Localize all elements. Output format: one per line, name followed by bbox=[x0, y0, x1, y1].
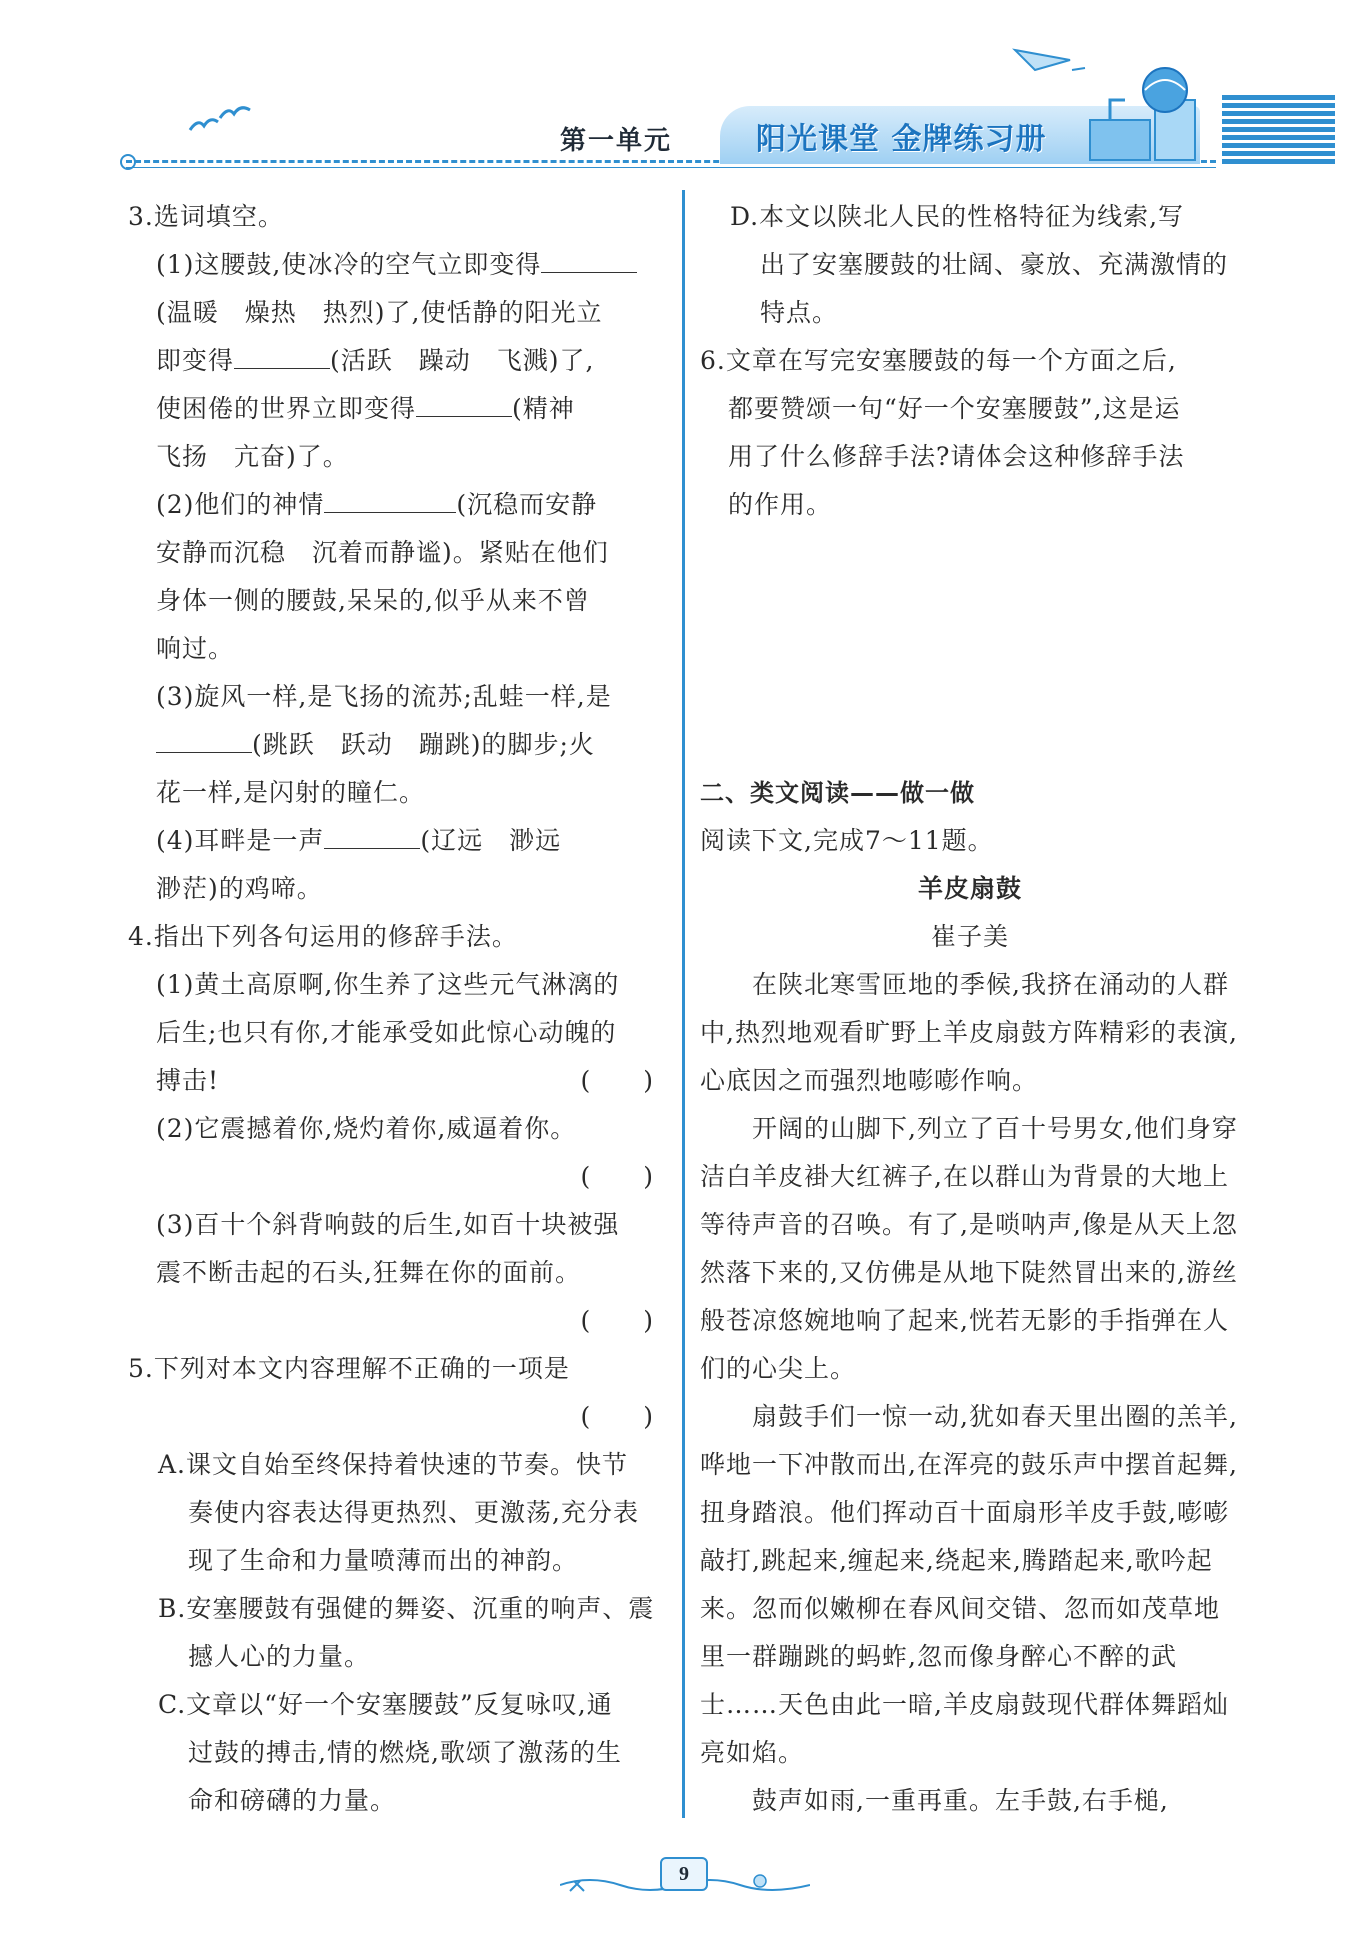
option-d-cont: 特点。 bbox=[760, 298, 839, 327]
option-c-cont: 命和磅礴的力量。 bbox=[188, 1786, 397, 1815]
question-3-1-line: 即变得 (活跃 躁动 飞溅)了, bbox=[128, 337, 668, 385]
question-4-3-line: 震不断击起的石头,狂舞在你的面前。 bbox=[156, 1258, 581, 1287]
question-3-2-line: 身体一侧的腰鼓,呆呆的,似乎从来不曾 bbox=[156, 586, 590, 615]
right-column bbox=[700, 193, 1240, 1825]
question-3-1-line: (温暖 燥热 热烈)了,使恬静的阳光立 bbox=[156, 298, 603, 327]
question-3-4-line: 渺茫)的鸡啼。 bbox=[156, 874, 323, 903]
question-3-title: 3.选词填空。 bbox=[128, 202, 284, 231]
unit-label: 第一单元 bbox=[560, 126, 673, 156]
left-column bbox=[128, 193, 668, 1825]
option-a-cont: 奏使内容表达得更热烈、更激荡,充分表 bbox=[188, 1498, 639, 1527]
question-4-1-line: (1)黄土高原啊,你生养了这些元气淋漓的 bbox=[156, 970, 620, 999]
question-6-title: 6.文章在写完安塞腰鼓的每一个方面之后, bbox=[700, 346, 1177, 375]
answer-blank[interactable] bbox=[156, 722, 252, 753]
option-a[interactable]: A.课文自始至终保持着快速的节奏。快节 bbox=[158, 1450, 629, 1479]
question-4-1-line: 后生;也只有你,才能承受如此惊心动魄的 bbox=[156, 1018, 617, 1047]
answer-parentheses[interactable]: ( ) bbox=[580, 1402, 654, 1431]
question-3-3-line: 花一样,是闪射的瞳仁。 bbox=[156, 778, 425, 807]
article-title: 羊皮扇鼓 bbox=[917, 874, 1022, 903]
question-4-title: 4.指出下列各句运用的修辞手法。 bbox=[128, 922, 518, 951]
series-title: 阳光课堂 金牌练习册 bbox=[756, 122, 1047, 157]
page-number: 9 bbox=[660, 1857, 708, 1891]
question-6-line: 用了什么修辞手法?请体会这种修辞手法 bbox=[728, 442, 1185, 471]
header-stripes bbox=[1222, 95, 1335, 167]
option-d[interactable]: D.本文以陕北人民的性格特征为线索,写 bbox=[730, 202, 1185, 231]
question-4-1-line: 搏击! ( ) bbox=[128, 1057, 668, 1105]
answer-parentheses[interactable]: ( ) bbox=[580, 1066, 654, 1095]
article-paragraph: 开阔的山脚下,列立了百十号男女,他们身穿洁白羊皮褂大红裤子,在以群山为背景的大地上等待声音的召唤。有了,是唢呐声,像是从天上忽然落下来的,又仿佛是从地下陡然冒出来的,游丝般苍凉悠婉地响了起来,恍若无影的手指弹在人们的心尖上。 bbox=[700, 1114, 1238, 1383]
option-a-cont: 现了生命和力量喷薄而出的神韵。 bbox=[188, 1546, 579, 1575]
answer-space[interactable] bbox=[700, 529, 1240, 769]
globe-and-books-icon bbox=[1070, 60, 1220, 170]
page-header bbox=[120, 40, 1335, 180]
answer-blank[interactable] bbox=[324, 482, 456, 513]
question-6-line: 的作用。 bbox=[728, 490, 833, 519]
question-4-2-line: (2)它震撼着你,烧灼着你,威逼着你。 bbox=[156, 1114, 577, 1143]
question-3-4-line: (4)耳畔是一声 (辽远 渺远 bbox=[128, 817, 668, 865]
article-author: 崔子美 bbox=[930, 922, 1009, 951]
article-paragraph: 扇鼓手们一惊一动,犹如春天里出圈的羔羊,哗地一下冲散而出,在浑亮的鼓乐声中摆首起舞,扭身踏浪。他们挥动百十面扇形羊皮手鼓,嘭嘭敲打,跳起来,缠起来,绕起来,腾踏起来,歌吟起来。忽而似嫩柳在春风间交错、忽而如茂草地里一群蹦跳的蚂蚱,忽而像身醉心不醉的武士……天色由此一暗,羊皮扇鼓现代群体舞蹈灿亮如焰。 bbox=[700, 1402, 1238, 1767]
question-3-1-line: (1)这腰鼓,使冰冷的空气立即变得 bbox=[128, 241, 668, 289]
option-b-cont: 撼人心的力量。 bbox=[188, 1642, 371, 1671]
option-c[interactable]: C.文章以“好一个安塞腰鼓”反复咏叹,通 bbox=[158, 1690, 613, 1719]
article-paragraph: 在陕北寒雪匝地的季候,我挤在涌动的人群中,热烈地观看旷野上羊皮扇鼓方阵精彩的表演,心底因之而强烈地嘭嘭作响。 bbox=[700, 970, 1238, 1095]
header-solid-rule bbox=[126, 167, 1216, 168]
page-footer bbox=[560, 1845, 810, 1895]
question-3-1-line: 飞扬 亢奋)了。 bbox=[156, 442, 349, 471]
question-3-1-line: 使困倦的世界立即变得 (精神 bbox=[128, 385, 668, 433]
answer-blank[interactable] bbox=[416, 386, 512, 417]
question-4-3-line: (3)百十个斜背响鼓的后生,如百十块被强 bbox=[156, 1210, 620, 1239]
option-d-cont: 出了安塞腰鼓的壮阔、豪放、充满激情的 bbox=[760, 250, 1229, 279]
question-5-title: 5.下列对本文内容理解不正确的一项是 bbox=[128, 1354, 570, 1383]
answer-blank[interactable] bbox=[234, 338, 330, 369]
answer-parentheses[interactable]: ( ) bbox=[580, 1306, 654, 1335]
section-heading: 二、类文阅读——做一做 bbox=[700, 779, 975, 807]
question-3-3-line: (跳跃 跃动 蹦跳)的脚步;火 bbox=[128, 721, 668, 769]
article-paragraph: 鼓声如雨,一重再重。左手鼓,右手槌, bbox=[752, 1786, 1169, 1815]
column-divider bbox=[682, 190, 685, 1818]
reading-instruction: 阅读下文,完成7～11题。 bbox=[700, 826, 994, 855]
question-3-2-line: 安静而沉稳 沉着而静谧)。紧贴在他们 bbox=[156, 538, 609, 567]
answer-blank[interactable] bbox=[541, 242, 637, 273]
question-6-line: 都要赞颂一句“好一个安塞腰鼓”,这是运 bbox=[728, 394, 1181, 423]
question-3-2-line: (2)他们的神情 (沉稳而安静 bbox=[128, 481, 668, 529]
question-3-3-line: (3)旋风一样,是飞扬的流苏;乱蛙一样,是 bbox=[156, 682, 612, 711]
answer-parentheses[interactable]: ( ) bbox=[580, 1162, 654, 1191]
answer-blank[interactable] bbox=[324, 818, 420, 849]
option-b[interactable]: B.安塞腰鼓有强健的舞姿、沉重的响声、震 bbox=[158, 1594, 655, 1623]
birds-icon bbox=[180, 100, 260, 140]
option-c-cont: 过鼓的搏击,情的燃烧,歌颂了激荡的生 bbox=[188, 1738, 622, 1767]
question-3-2-line: 响过。 bbox=[156, 634, 235, 663]
